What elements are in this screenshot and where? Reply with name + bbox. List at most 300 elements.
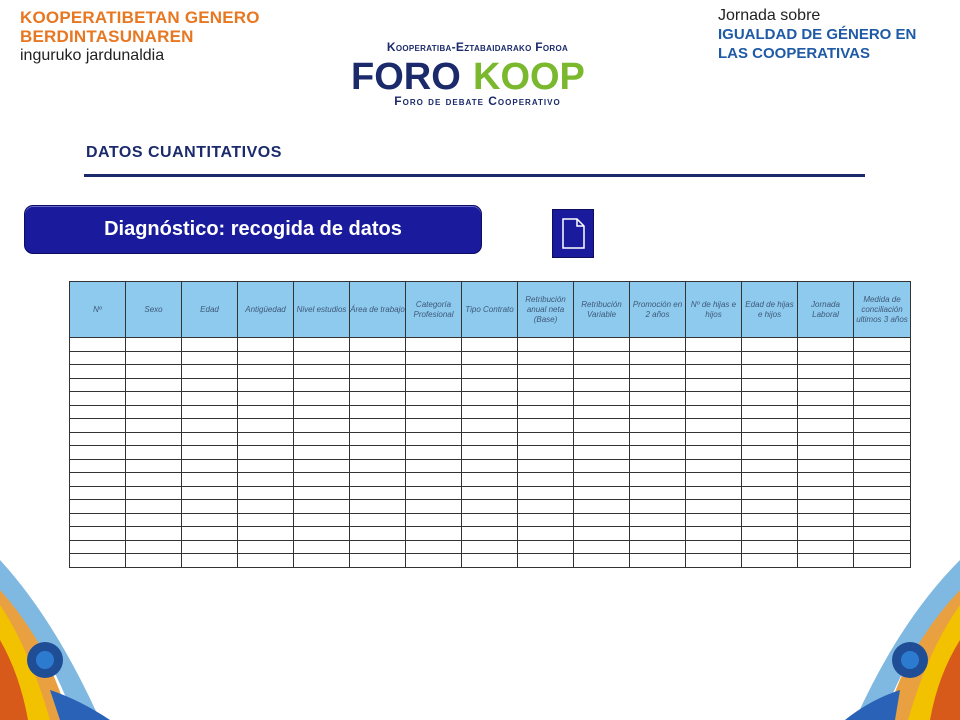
document-link-button[interactable] bbox=[552, 209, 594, 258]
table-cell[interactable] bbox=[854, 473, 911, 487]
table-cell[interactable] bbox=[686, 432, 742, 446]
table-cell[interactable] bbox=[350, 338, 406, 352]
table-cell[interactable] bbox=[742, 378, 798, 392]
table-cell[interactable] bbox=[70, 351, 126, 365]
table-cell[interactable] bbox=[462, 432, 518, 446]
table-row bbox=[70, 378, 911, 392]
table-cell[interactable] bbox=[462, 338, 518, 352]
table-cell[interactable] bbox=[462, 473, 518, 487]
table-cell[interactable] bbox=[798, 338, 854, 352]
table-cell[interactable] bbox=[294, 459, 350, 473]
table-cell[interactable] bbox=[294, 513, 350, 527]
table-cell[interactable] bbox=[630, 365, 686, 379]
table-cell[interactable] bbox=[182, 378, 238, 392]
table-cell[interactable] bbox=[574, 419, 630, 433]
table-cell[interactable] bbox=[742, 554, 798, 568]
table-header-cell: Medida de conciliación ultimos 3 años bbox=[854, 282, 911, 338]
event-title-basque bbox=[20, 8, 290, 65]
table-cell[interactable] bbox=[574, 540, 630, 554]
table-cell[interactable] bbox=[854, 540, 911, 554]
table-cell[interactable] bbox=[182, 351, 238, 365]
table-cell[interactable] bbox=[798, 500, 854, 514]
table-cell[interactable] bbox=[462, 351, 518, 365]
table-cell[interactable] bbox=[798, 459, 854, 473]
table-header-cell: Área de trabajo bbox=[350, 282, 406, 338]
logo-word-part1: FORO bbox=[351, 56, 461, 98]
table-cell[interactable] bbox=[574, 513, 630, 527]
table-cell[interactable] bbox=[630, 419, 686, 433]
table-cell[interactable] bbox=[630, 500, 686, 514]
table-cell[interactable] bbox=[742, 405, 798, 419]
table-cell[interactable] bbox=[126, 405, 182, 419]
table-cell[interactable] bbox=[70, 527, 126, 541]
table-cell[interactable] bbox=[182, 432, 238, 446]
data-table bbox=[69, 281, 911, 568]
table-cell[interactable] bbox=[294, 554, 350, 568]
table-cell[interactable] bbox=[70, 500, 126, 514]
table-cell[interactable] bbox=[350, 500, 406, 514]
logo-top-text: Kooperatiba-Eztabaidarako Foroa bbox=[386, 40, 569, 54]
event-title-basque-line2: BERDINTASUNAREN bbox=[20, 27, 194, 46]
table-cell[interactable] bbox=[798, 486, 854, 500]
table-cell[interactable] bbox=[798, 527, 854, 541]
table-cell[interactable] bbox=[574, 486, 630, 500]
table-cell[interactable] bbox=[70, 513, 126, 527]
table-cell[interactable] bbox=[518, 486, 574, 500]
logo-bottom-text: Foro de debate Cooperativo bbox=[394, 94, 561, 108]
table-cell[interactable] bbox=[182, 513, 238, 527]
table-cell[interactable] bbox=[630, 392, 686, 406]
table-cell[interactable] bbox=[462, 554, 518, 568]
table-cell[interactable] bbox=[742, 486, 798, 500]
table-cell[interactable] bbox=[462, 500, 518, 514]
table-cell[interactable] bbox=[742, 338, 798, 352]
table-cell[interactable] bbox=[518, 540, 574, 554]
table-cell[interactable] bbox=[406, 392, 462, 406]
table-body bbox=[70, 338, 911, 568]
table-cell[interactable] bbox=[350, 378, 406, 392]
event-title-spanish bbox=[718, 6, 958, 63]
table-cell[interactable] bbox=[238, 405, 294, 419]
table-cell[interactable] bbox=[350, 540, 406, 554]
table-cell[interactable] bbox=[574, 392, 630, 406]
table-cell[interactable] bbox=[126, 540, 182, 554]
table-cell[interactable] bbox=[462, 486, 518, 500]
table-cell[interactable] bbox=[854, 486, 911, 500]
table-cell[interactable] bbox=[350, 459, 406, 473]
table-cell[interactable] bbox=[854, 419, 911, 433]
table-cell[interactable] bbox=[630, 459, 686, 473]
table-row bbox=[70, 419, 911, 433]
table-cell[interactable] bbox=[350, 486, 406, 500]
table-cell[interactable] bbox=[70, 378, 126, 392]
table-row bbox=[70, 432, 911, 446]
table-cell[interactable] bbox=[182, 554, 238, 568]
table-cell[interactable] bbox=[462, 405, 518, 419]
table-cell[interactable] bbox=[686, 351, 742, 365]
table-cell[interactable] bbox=[798, 392, 854, 406]
table-cell[interactable] bbox=[182, 392, 238, 406]
table-cell[interactable] bbox=[126, 459, 182, 473]
event-title-basque-line3: inguruko jardunaldia bbox=[20, 47, 165, 64]
table-cell[interactable] bbox=[574, 459, 630, 473]
table-row bbox=[70, 365, 911, 379]
table-cell[interactable] bbox=[574, 365, 630, 379]
table-cell[interactable] bbox=[630, 351, 686, 365]
table-cell[interactable] bbox=[70, 419, 126, 433]
table-cell[interactable] bbox=[518, 527, 574, 541]
table-cell[interactable] bbox=[350, 351, 406, 365]
table-cell[interactable] bbox=[518, 351, 574, 365]
table-cell[interactable] bbox=[350, 419, 406, 433]
table-cell[interactable] bbox=[294, 405, 350, 419]
table-cell[interactable] bbox=[70, 338, 126, 352]
table-cell[interactable] bbox=[742, 513, 798, 527]
table-cell[interactable] bbox=[406, 365, 462, 379]
table-cell[interactable] bbox=[686, 540, 742, 554]
table-cell[interactable] bbox=[518, 338, 574, 352]
table-cell[interactable] bbox=[742, 351, 798, 365]
table-cell[interactable] bbox=[406, 500, 462, 514]
table-cell[interactable] bbox=[518, 473, 574, 487]
table-cell[interactable] bbox=[238, 554, 294, 568]
table-cell[interactable] bbox=[854, 432, 911, 446]
table-cell[interactable] bbox=[182, 486, 238, 500]
table-cell[interactable] bbox=[126, 432, 182, 446]
table-header-cell: Edad de hijas e hijos bbox=[742, 282, 798, 338]
table-cell[interactable] bbox=[70, 486, 126, 500]
table-cell[interactable] bbox=[518, 378, 574, 392]
table-cell[interactable] bbox=[126, 446, 182, 460]
table-cell[interactable] bbox=[742, 392, 798, 406]
table-header-cell: Nivel estudios bbox=[294, 282, 350, 338]
table-cell[interactable] bbox=[798, 473, 854, 487]
table-cell[interactable] bbox=[294, 486, 350, 500]
logo-word-part2: KOOP bbox=[473, 56, 585, 98]
table-cell[interactable] bbox=[126, 392, 182, 406]
table-cell[interactable] bbox=[126, 486, 182, 500]
table-cell[interactable] bbox=[126, 500, 182, 514]
table-row bbox=[70, 473, 911, 487]
table-cell[interactable] bbox=[854, 513, 911, 527]
table-cell[interactable] bbox=[350, 554, 406, 568]
table-header-cell: Nº de hijas e hijos bbox=[686, 282, 742, 338]
table-cell[interactable] bbox=[798, 432, 854, 446]
table-cell[interactable] bbox=[854, 378, 911, 392]
event-title-basque-line1: KOOPERATIBETAN GENERO bbox=[20, 8, 260, 27]
table-cell[interactable] bbox=[294, 540, 350, 554]
table-cell[interactable] bbox=[518, 419, 574, 433]
table-cell[interactable] bbox=[518, 432, 574, 446]
table-row bbox=[70, 486, 911, 500]
table-cell[interactable] bbox=[294, 446, 350, 460]
table-cell[interactable] bbox=[182, 338, 238, 352]
table-cell[interactable] bbox=[238, 486, 294, 500]
event-title-spanish-line1: Jornada sobre bbox=[718, 7, 821, 24]
table-cell[interactable] bbox=[294, 419, 350, 433]
table-cell[interactable] bbox=[70, 432, 126, 446]
decorative-corner-left bbox=[0, 560, 150, 720]
table-cell[interactable] bbox=[462, 513, 518, 527]
table-cell[interactable] bbox=[70, 473, 126, 487]
table-cell[interactable] bbox=[854, 392, 911, 406]
table-cell[interactable] bbox=[238, 378, 294, 392]
table-cell[interactable] bbox=[742, 432, 798, 446]
table-cell[interactable] bbox=[238, 365, 294, 379]
table-cell[interactable] bbox=[462, 378, 518, 392]
table-cell[interactable] bbox=[126, 513, 182, 527]
table-cell[interactable] bbox=[238, 419, 294, 433]
table-cell[interactable] bbox=[238, 473, 294, 487]
table-cell[interactable] bbox=[686, 486, 742, 500]
table-cell[interactable] bbox=[462, 419, 518, 433]
table-cell[interactable] bbox=[182, 473, 238, 487]
table-cell[interactable] bbox=[350, 392, 406, 406]
table-cell[interactable] bbox=[630, 486, 686, 500]
table-cell[interactable] bbox=[462, 446, 518, 460]
table-cell[interactable] bbox=[742, 540, 798, 554]
table-cell[interactable] bbox=[406, 459, 462, 473]
table-cell[interactable] bbox=[294, 365, 350, 379]
table-cell[interactable] bbox=[630, 513, 686, 527]
table-cell[interactable] bbox=[294, 527, 350, 541]
table-cell[interactable] bbox=[686, 473, 742, 487]
table-cell[interactable] bbox=[686, 378, 742, 392]
table-cell[interactable] bbox=[126, 527, 182, 541]
table-cell[interactable] bbox=[798, 419, 854, 433]
table-cell[interactable] bbox=[350, 405, 406, 419]
table-cell[interactable] bbox=[630, 432, 686, 446]
table-cell[interactable] bbox=[686, 527, 742, 541]
table-cell[interactable] bbox=[238, 338, 294, 352]
table-cell[interactable] bbox=[630, 338, 686, 352]
table-cell[interactable] bbox=[574, 378, 630, 392]
table-cell[interactable] bbox=[574, 554, 630, 568]
table-cell[interactable] bbox=[574, 473, 630, 487]
table-cell[interactable] bbox=[70, 405, 126, 419]
table-header-cell: Categoría Profesional bbox=[406, 282, 462, 338]
table-cell[interactable] bbox=[182, 540, 238, 554]
table-row bbox=[70, 500, 911, 514]
table-row bbox=[70, 405, 911, 419]
table-cell[interactable] bbox=[518, 459, 574, 473]
table-cell[interactable] bbox=[742, 446, 798, 460]
table-cell[interactable] bbox=[406, 338, 462, 352]
table-cell[interactable] bbox=[126, 365, 182, 379]
table-cell[interactable] bbox=[182, 365, 238, 379]
table-header-cell: Tipo Contrato bbox=[462, 282, 518, 338]
table-cell[interactable] bbox=[182, 446, 238, 460]
table-cell[interactable] bbox=[238, 459, 294, 473]
table-cell[interactable] bbox=[574, 432, 630, 446]
table-cell[interactable] bbox=[462, 365, 518, 379]
table-cell[interactable] bbox=[406, 446, 462, 460]
table-cell[interactable] bbox=[238, 392, 294, 406]
table-cell[interactable] bbox=[182, 500, 238, 514]
table-cell[interactable] bbox=[126, 351, 182, 365]
table-cell[interactable] bbox=[630, 554, 686, 568]
table-header-cell: Jornada Laboral bbox=[798, 282, 854, 338]
table-cell[interactable] bbox=[742, 365, 798, 379]
table-cell[interactable] bbox=[406, 351, 462, 365]
table-row bbox=[70, 527, 911, 541]
table-cell[interactable] bbox=[742, 527, 798, 541]
diagnostic-banner: Diagnóstico: recogida de datos bbox=[24, 205, 482, 254]
table-cell[interactable] bbox=[854, 527, 911, 541]
table-cell[interactable] bbox=[462, 527, 518, 541]
table-cell[interactable] bbox=[70, 365, 126, 379]
table-cell[interactable] bbox=[406, 405, 462, 419]
table-cell[interactable] bbox=[798, 513, 854, 527]
table-cell[interactable] bbox=[70, 459, 126, 473]
table-cell[interactable] bbox=[406, 527, 462, 541]
table-cell[interactable] bbox=[126, 473, 182, 487]
table-cell[interactable] bbox=[798, 446, 854, 460]
table-cell[interactable] bbox=[742, 500, 798, 514]
table-cell[interactable] bbox=[350, 365, 406, 379]
table-cell[interactable] bbox=[686, 338, 742, 352]
table-cell[interactable] bbox=[238, 527, 294, 541]
table-cell[interactable] bbox=[742, 419, 798, 433]
table-cell[interactable] bbox=[182, 419, 238, 433]
table-cell[interactable] bbox=[686, 554, 742, 568]
table-cell[interactable] bbox=[462, 540, 518, 554]
table-cell[interactable] bbox=[238, 432, 294, 446]
table-cell[interactable] bbox=[854, 459, 911, 473]
table-cell[interactable] bbox=[686, 446, 742, 460]
table-cell[interactable] bbox=[238, 351, 294, 365]
table-cell[interactable] bbox=[742, 473, 798, 487]
table-cell[interactable] bbox=[462, 392, 518, 406]
table-cell[interactable] bbox=[630, 540, 686, 554]
table-cell[interactable] bbox=[686, 419, 742, 433]
table-cell[interactable] bbox=[854, 365, 911, 379]
table-cell[interactable] bbox=[350, 513, 406, 527]
table-cell[interactable] bbox=[630, 527, 686, 541]
table-cell[interactable] bbox=[294, 473, 350, 487]
table-cell[interactable] bbox=[238, 540, 294, 554]
table-cell[interactable] bbox=[406, 432, 462, 446]
table-cell[interactable] bbox=[630, 405, 686, 419]
table-header-cell: Retribución anual neta (Base) bbox=[518, 282, 574, 338]
table-cell[interactable] bbox=[294, 392, 350, 406]
table-cell[interactable] bbox=[574, 351, 630, 365]
table-cell[interactable] bbox=[518, 513, 574, 527]
table-cell[interactable] bbox=[350, 432, 406, 446]
table-cell[interactable] bbox=[462, 459, 518, 473]
table-cell[interactable] bbox=[294, 500, 350, 514]
table-cell[interactable] bbox=[182, 527, 238, 541]
forokoop-logo bbox=[345, 40, 610, 110]
table-header-cell: Sexo bbox=[126, 282, 182, 338]
table-cell[interactable] bbox=[574, 446, 630, 460]
table-cell[interactable] bbox=[574, 527, 630, 541]
table-cell[interactable] bbox=[574, 500, 630, 514]
table-cell[interactable] bbox=[406, 473, 462, 487]
table-cell[interactable] bbox=[238, 513, 294, 527]
table-row bbox=[70, 459, 911, 473]
table-cell[interactable] bbox=[798, 405, 854, 419]
table-cell[interactable] bbox=[406, 513, 462, 527]
table-cell[interactable] bbox=[406, 378, 462, 392]
table-cell[interactable] bbox=[350, 473, 406, 487]
table-header-row bbox=[70, 282, 911, 338]
table-cell[interactable] bbox=[854, 500, 911, 514]
table-cell[interactable] bbox=[686, 500, 742, 514]
document-icon bbox=[553, 210, 593, 257]
table-cell[interactable] bbox=[854, 351, 911, 365]
table-cell[interactable] bbox=[854, 405, 911, 419]
table-cell[interactable] bbox=[630, 473, 686, 487]
table-cell[interactable] bbox=[294, 338, 350, 352]
table-cell[interactable] bbox=[70, 392, 126, 406]
table-cell[interactable] bbox=[854, 446, 911, 460]
table-cell[interactable] bbox=[70, 540, 126, 554]
table-cell[interactable] bbox=[70, 446, 126, 460]
table-cell[interactable] bbox=[686, 405, 742, 419]
table-row bbox=[70, 554, 911, 568]
table-cell[interactable] bbox=[630, 378, 686, 392]
table-cell[interactable] bbox=[238, 500, 294, 514]
table-cell[interactable] bbox=[574, 405, 630, 419]
table-cell[interactable] bbox=[406, 554, 462, 568]
table-cell[interactable] bbox=[406, 540, 462, 554]
table-cell[interactable] bbox=[518, 405, 574, 419]
table-cell[interactable] bbox=[518, 500, 574, 514]
table-cell[interactable] bbox=[518, 392, 574, 406]
table-cell[interactable] bbox=[574, 338, 630, 352]
table-row bbox=[70, 351, 911, 365]
table-cell[interactable] bbox=[238, 446, 294, 460]
table-row bbox=[70, 338, 911, 352]
table-cell[interactable] bbox=[294, 432, 350, 446]
table-cell[interactable] bbox=[126, 419, 182, 433]
table-cell[interactable] bbox=[182, 459, 238, 473]
table-cell[interactable] bbox=[798, 365, 854, 379]
table-cell[interactable] bbox=[350, 527, 406, 541]
table-header-cell: Edad bbox=[182, 282, 238, 338]
table-cell[interactable] bbox=[686, 392, 742, 406]
event-title-spanish-line2: IGUALDAD DE GÉNERO EN bbox=[718, 26, 917, 43]
table-cell[interactable] bbox=[126, 378, 182, 392]
table-cell[interactable] bbox=[686, 365, 742, 379]
table-cell[interactable] bbox=[854, 338, 911, 352]
table-cell[interactable] bbox=[686, 513, 742, 527]
table-cell[interactable] bbox=[350, 446, 406, 460]
table-cell[interactable] bbox=[798, 540, 854, 554]
table-cell[interactable] bbox=[742, 459, 798, 473]
table-header-cell: Retribución Variable bbox=[574, 282, 630, 338]
table-cell[interactable] bbox=[406, 419, 462, 433]
table-cell[interactable] bbox=[518, 554, 574, 568]
logo-wordmark bbox=[345, 52, 610, 98]
table-cell[interactable] bbox=[518, 365, 574, 379]
data-collection-table bbox=[69, 281, 911, 568]
table-cell[interactable] bbox=[798, 378, 854, 392]
table-cell[interactable] bbox=[630, 446, 686, 460]
table-row bbox=[70, 446, 911, 460]
section-title: DATOS CUANTITATIVOS bbox=[86, 144, 282, 161]
table-cell[interactable] bbox=[294, 351, 350, 365]
table-cell[interactable] bbox=[126, 338, 182, 352]
table-cell[interactable] bbox=[182, 405, 238, 419]
table-cell[interactable] bbox=[686, 459, 742, 473]
decorative-corner-right bbox=[800, 560, 960, 720]
table-cell[interactable] bbox=[798, 351, 854, 365]
table-cell[interactable] bbox=[518, 446, 574, 460]
table-cell[interactable] bbox=[294, 378, 350, 392]
table-cell[interactable] bbox=[406, 486, 462, 500]
